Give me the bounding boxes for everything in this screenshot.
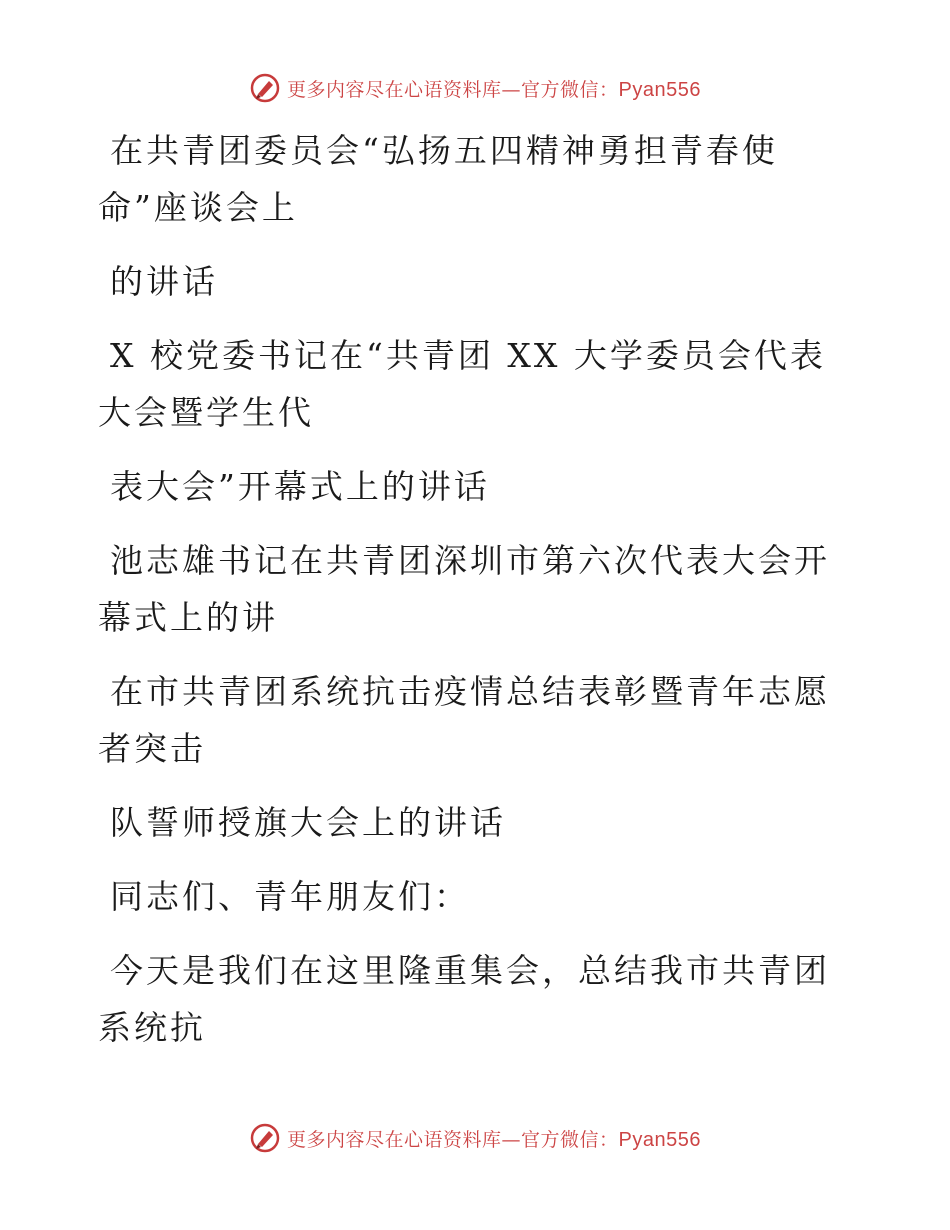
document-paragraph: 的讲话 (110, 262, 218, 301)
document-paragraph: X 校党委书记在“共青团 XX 大学委员会代表大会暨学生代 (98, 336, 826, 432)
document-paragraph: 今天是我们在这里隆重集会，总结我市共青团系统抗 (98, 951, 830, 1047)
document-paragraph: 表大会”开幕式上的讲话 (110, 467, 490, 506)
header-watermark (0, 72, 950, 104)
watermark-handle: Pyan556 (618, 78, 701, 101)
document-body (98, 122, 838, 1073)
document-paragraph: 队誓师授旗大会上的讲话 (110, 803, 506, 842)
pen-circle-logo-icon (249, 72, 281, 104)
watermark-text: 更多内容尽在心语资料库—官方微信：Pyan556 (287, 1128, 701, 1151)
watermark-handle: Pyan556 (618, 1128, 701, 1151)
footer-watermark (0, 1122, 950, 1154)
document-paragraph: 池志雄书记在共青团深圳市第六次代表大会开幕式上的讲 (98, 541, 830, 637)
pen-circle-logo-icon (249, 1122, 281, 1154)
document-paragraph: 同志们、青年朋友们： (110, 877, 470, 916)
document-paragraph: 在市共青团系统抗击疫情总结表彰暨青年志愿者突击 (98, 672, 830, 768)
document-paragraph: 在共青团委员会“弘扬五四精神勇担青春使命”座谈会上 (98, 131, 778, 227)
watermark-text: 更多内容尽在心语资料库—官方微信：Pyan556 (287, 78, 701, 101)
